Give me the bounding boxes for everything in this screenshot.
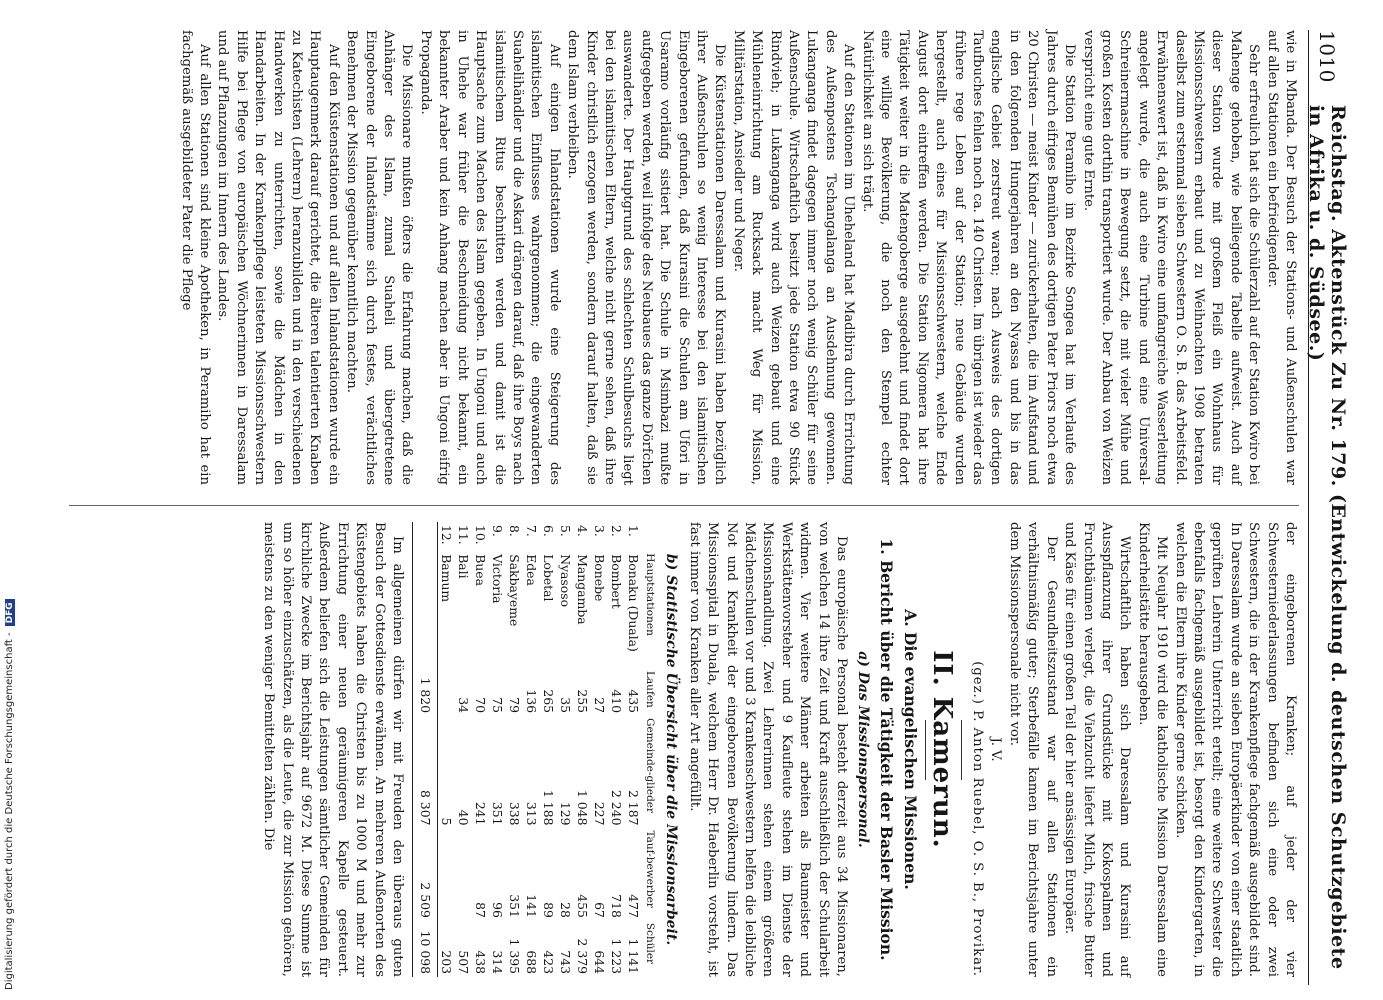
column-divider bbox=[69, 505, 1299, 506]
table-rule bbox=[412, 522, 413, 977]
table-cell-no: 12. bbox=[439, 525, 454, 545]
table-row bbox=[455, 522, 472, 977]
table-cell-laufen: 265 bbox=[541, 689, 556, 714]
table-cell-glieder: 5 bbox=[439, 817, 454, 826]
table-cell-laufen: 410 bbox=[609, 689, 624, 714]
table-header bbox=[642, 522, 658, 551]
table-row bbox=[574, 522, 591, 977]
paragraph: Die Missionare mußten öfters die Erfahrung machen, daß die Anhänger des Islam, zumal Suaheli und übergetretene Eingeborene der Inlandstämme sich durch festes, verächtliches Benehmen der Mission gegenüber kenntlich machten. bbox=[344, 30, 415, 485]
table-cell-station: Buea bbox=[473, 554, 488, 587]
table-cell-no: 5. bbox=[558, 525, 573, 537]
table-cell-schueler: 644 bbox=[592, 950, 607, 974]
table-cell-bewerber bbox=[455, 828, 472, 920]
section-title: II. Kamerun. bbox=[926, 650, 957, 849]
table-cell-station: Bombert bbox=[609, 554, 624, 609]
paragraph: Die Küstenstationen Daressalam und Kurasini haben bezüglich ihrer Außenschulen so wenig Interesse bei den islamitischen Eingeborenen gefunden, daß Kurasini die Schulen am Ufori in Usaramo vorläufig sistiert hat. Die Schule in Msimbazi mußte aufgegeben werden, weil infolge des Neubaues das ganze Dörfchen auswanderte. Der Hauptgrund des schlechten Schulbesuchs liegt bei den islamitischen Eltern, welche nicht gerne sehen, daß ihre Kinder christlich erzogen werden, sondern darauf halten, daß sie dem Islam verbleiben. bbox=[565, 30, 728, 485]
subsection-heading: A. Die evangelischen Missionen. bbox=[901, 609, 921, 890]
paragraph: Der Gesundheitszustand war auf allen Stationen ein verhältnismäßig guter; Sterbefälle kamen im Berichtsjahre unter dem Missionspersonale nicht vor. bbox=[1006, 522, 1059, 977]
table-total-schueler: 10 098 bbox=[417, 921, 438, 977]
table-row bbox=[506, 522, 523, 977]
table-cell-glieder: 1 048 bbox=[575, 789, 590, 826]
statistics-table bbox=[417, 522, 658, 977]
paragraph: Wirtschaftlich haben sich Daressalam und Kurasini auf Ausspflanzung ihrer Grundstücke mit Kokospalmen und Fruchtbäumen verlegt, die Viehzucht liefert Milch, frische Butter und Käse für einen großen Teil der hier ansässigen Europäer. bbox=[1062, 522, 1133, 977]
table-cell-laufen: 35 bbox=[558, 697, 573, 714]
table-cell-glieder: 227 bbox=[592, 801, 607, 826]
signature: (gez.) P. Anton Ruebel, O. S. B., Provikar. bbox=[970, 661, 986, 977]
section-rule bbox=[961, 720, 962, 780]
table-cell-station: Sakbayeme bbox=[507, 554, 522, 627]
table-cell-bewerber: 96 bbox=[490, 902, 505, 918]
table-cell-station: Edea bbox=[524, 554, 539, 586]
table-row bbox=[540, 522, 557, 977]
table-header-row bbox=[642, 522, 658, 977]
table-cell-schueler: 203 bbox=[439, 950, 454, 974]
table-cell-laufen: 75 bbox=[490, 697, 505, 714]
table-cell-glieder: 129 bbox=[558, 801, 573, 826]
table-row bbox=[591, 522, 608, 977]
table-cell-empty bbox=[417, 551, 438, 669]
right-column bbox=[69, 522, 1299, 977]
table-cell-bewerber: 477 bbox=[626, 894, 641, 918]
paragraph: wie in Mbanda. Der Besuch der Stations- und Außenschulen war auf allen Stationen ein befriedigender. bbox=[1264, 30, 1298, 485]
subsection-heading: b) Statistische Übersicht über die Missionsarbeit. bbox=[663, 553, 680, 946]
table-cell-laufen: 255 bbox=[575, 689, 590, 714]
paragraph: Auf einigen Inlandstationen wurde eine Steigerung des islamitischen Einflusses wahrgenommen; die eingewanderten Suahelihändler und die Askari drängen darauf, daß ihre Boys nach islamitischem Ritus beschnitten werden und damit ist die Hauptsache zum Machen des Islam gegeben. In Ungoni und auch in Uhehe war früher die Beschneidung nicht bekannt, ein bekannter Araber und kein Anhang machen aber in Ungoni eifrig Propaganda. bbox=[417, 30, 562, 485]
table-cell-laufen bbox=[438, 669, 456, 716]
running-title: Reichstag. Aktenstück Zu Nr. 179. (Entwickelung d. deutschen Schutzgebiete in Afrika u. d. Südsee.) bbox=[1305, 104, 1349, 970]
table-cell-bewerber: 141 bbox=[524, 894, 539, 918]
table-cell-schueler: 314 bbox=[490, 950, 505, 974]
table-cell-station: Bonaku (Duala) bbox=[626, 554, 641, 652]
table-cell-schueler: 743 bbox=[558, 950, 573, 974]
paragraph: Mit Neujahr 1910 wird die katholische Mission Daressalam eine Kinderheilstätte herausgeben. bbox=[1135, 522, 1170, 977]
table-cell-bewerber: 28 bbox=[558, 902, 573, 918]
table-cell-laufen: 136 bbox=[524, 689, 539, 714]
table-cell-glieder: 351 bbox=[490, 801, 505, 826]
left-column bbox=[69, 30, 1299, 485]
table-cell-schueler: 1 141 bbox=[626, 938, 641, 974]
table-cell-schueler: 438 bbox=[473, 950, 488, 974]
page-header bbox=[1305, 30, 1349, 985]
table-cell-no: 9. bbox=[490, 525, 505, 537]
table-cell-station: Mangamba bbox=[575, 554, 590, 625]
table-cell-laufen: 435 bbox=[626, 689, 641, 714]
table-cell-schueler: 1 395 bbox=[507, 938, 522, 974]
paragraph: Auf den Stationen im Uheheland hat Madibira durch Errichtung des Außenpostens Tschangalanga an Ausdehnung gewonnen. Lukanganga findet dagegen immer noch wenig Schüler für seine Außenschule. Wirtschaftlich besitzt jede Station etwa 90 Stück Rindvieh; in Lukanganga wird auch Weizen gebaut und eine Mühleneinrichtung am Rucksack macht Weg für Mission, Militärstation, Ansiedler und Neger. bbox=[730, 30, 857, 485]
table-cell-schueler: 2 379 bbox=[575, 938, 590, 974]
table-cell-station: Bonebe bbox=[592, 554, 607, 602]
table-cell-glieder: 241 bbox=[473, 801, 488, 826]
table-row bbox=[608, 522, 625, 977]
table-cell-glieder: 2 240 bbox=[609, 789, 624, 826]
table-cell-bewerber: 455 bbox=[575, 894, 590, 918]
table-cell-empty bbox=[417, 522, 438, 551]
table-cell-glieder: 2 187 bbox=[626, 789, 641, 826]
subsection-heading: 1. Bericht über die Tätigkeit der Basler Mission. bbox=[876, 538, 896, 961]
paragraph: Auf allen Stationen sind kleine Apotheken, in Peramiho hat ein fachgemäß ausgebildeter Pater die Pflege bbox=[178, 30, 213, 485]
table-cell-glieder: 1 188 bbox=[541, 789, 556, 826]
subsection-heading: a) Das Missionspersonal. bbox=[855, 651, 872, 848]
table-cell-glieder: 313 bbox=[524, 801, 539, 826]
table-header: Tauf-bewerber bbox=[644, 830, 656, 908]
table-total-glieder: 8 307 bbox=[417, 716, 438, 828]
table-header: Schüler bbox=[644, 922, 656, 965]
table-total-bewerber: 2 509 bbox=[417, 828, 438, 920]
table-cell-no: 8. bbox=[507, 525, 522, 537]
table-cell-laufen: 70 bbox=[473, 697, 488, 714]
table-cell-no: 7. bbox=[524, 525, 539, 537]
table-cell-no: 11. bbox=[456, 525, 471, 545]
table-cell-station: Lobetal bbox=[541, 554, 556, 602]
table-cell-no: 4. bbox=[575, 525, 590, 537]
table-row bbox=[472, 522, 489, 977]
table-total-row bbox=[417, 522, 438, 977]
table-cell-schueler: 688 bbox=[524, 950, 539, 974]
table-cell-schueler: 1 223 bbox=[609, 938, 624, 974]
table-cell-bewerber: 718 bbox=[609, 894, 624, 918]
table-header: Hauptstationen bbox=[644, 553, 656, 636]
table-header: Gemeinde-glieder bbox=[644, 718, 656, 814]
digitization-credit bbox=[4, 599, 15, 990]
digitization-credit-bar bbox=[0, 0, 22, 1000]
paragraph: Die Station Peramiho im Bezirke Songea hat im Verlaufe des Jahres durch eifriges Bemühen des dortigen Pater Priors noch etwa 20 Christen — meist Kinder — zurückerhalten, die im Aufstand und in den folgenden Hungerjahren an den Nyassa und bis in das englische Gebiet zerstreut waren; nach Ausweis des dortigen Taufbuches fehlen noch ca. 140 Christen. Im übrigen ist wieder das frühere rege Leben auf der Station; neue Gebäude wurden hergestellt, auch eines für Missionsschwestern, welche Ende August dort eintreffen werden. Die Station Nigomera hat ihre Tätigkeit weiter in die Matengoberge ausgedehnt und findet dort eine willige Bevölkerung, die noch den Stempel echter Natürlichkeit an sich trägt. bbox=[859, 30, 1078, 485]
table-cell-no: 2. bbox=[609, 525, 624, 537]
table-cell-bewerber: 351 bbox=[507, 894, 522, 918]
dfg-logo: DFG bbox=[5, 599, 15, 626]
paragraph: Auf den Küstenstationen und auf allen Inlandstationen wurde ein Hauptaugenmerk darauf gerichtet, die älteren talentierten Knaben zu Katechisten (Lehrern) heranzubilden und in den verschiedenen Handwerken zu unterrichten, sowie die Mädchen in den Handarbeiten. In der Krankenpflege leisteten Missionsschwestern Hilfe bei Pflege von europäischen Wöchnerinnen in Daressalam und auf Pflanzungen im Innern des Landes. bbox=[215, 30, 341, 485]
table-cell-bewerber: 87 bbox=[473, 902, 488, 918]
table-cell-schueler: 423 bbox=[541, 950, 556, 974]
paragraph: Das europäische Personal besteht derzeit aus 34 Missionaren, von welchen 14 ihre Zeit und Kraft ausschließlich der Schularbeit widmen. Vier weitere Männer arbeiten als Baumeister und Werkstättenvorsteher und 9 Kaufleute stehen im Dienste der Missionshandlung. Zwei Lehrerinnen stehen einem größeren Mädchenschulen vor und 3 Krankenschwestern helfen die leibliche Not und Krankheit der eingeborenen Bevölkerung lindern. Das Missionsspital in Duala, welchem Herr Dr. Haeberlin vorsteht, ist fast immer von Kranken aller Art angefüllt. bbox=[686, 522, 850, 977]
table-cell-bewerber: 89 bbox=[541, 902, 556, 918]
table-body bbox=[417, 522, 642, 977]
table-cell-glieder: 40 bbox=[456, 809, 471, 826]
table-cell-laufen: 79 bbox=[507, 697, 522, 714]
table-cell-station: Bali bbox=[456, 554, 471, 579]
paragraph: der eingeborenen Kranken; auf jeder der vier Schwesterniederlassungen befinden sich eine oder zwei Schwestern, die in der Krankenpflege fachgemäß ausgebildet sind. In Daressalam wurde an sieben Europäerkinder von einer staatlich geprüften Lehrerin Unterricht erteilt; eine weitere Schwester die ebenfalls fachgemäß ausgebildet ist, besorgt den Kindergarten, in welchen die Eltern ihre Kinder gerne schicken. bbox=[1172, 522, 1298, 977]
table-cell-glieder: 338 bbox=[507, 801, 522, 826]
table-header: Laufen bbox=[644, 670, 656, 708]
table-cell-no: 1. bbox=[626, 525, 641, 537]
credit-text: Digitalisierung gefördert durch die Deutsche Forschungsgemeinschaft - bbox=[4, 632, 15, 990]
table-cell-laufen: 34 bbox=[456, 697, 471, 714]
table-cell-laufen: 27 bbox=[592, 697, 607, 714]
table-cell-station: Nyasoso bbox=[558, 554, 573, 608]
table-cell-bewerber: 67 bbox=[592, 902, 607, 918]
paragraph: Im allgemeinen dürfen wir mit Freuden den überaus guten Besuch der Gottesdienste erwähnen. An mehreren Außenorten des Küstengebiets haben die Christen bis zu 1000 M und mehr zur Errichtung einer neuen geräumigeren Kapelle gesteuert. Außerdem beliefen sich die Leistungen sämtlicher Gemeinden für kirchliche Zwecke im Berichtsjahr auf 9672 M. Diese Summe ist um so höher einzuschätzen, als die Leute, die zur Mission gehören, meistens zu den weniger Bemittelten zählen. Die bbox=[261, 522, 405, 977]
table-cell-no: 3. bbox=[592, 525, 607, 537]
page-number: 1010 bbox=[1315, 30, 1339, 83]
table-row bbox=[523, 522, 540, 977]
table-cell-schueler: 507 bbox=[456, 950, 471, 974]
table-cell-no: 6. bbox=[541, 525, 556, 537]
table-row bbox=[489, 522, 506, 977]
table-total-laufen: 1 820 bbox=[417, 669, 438, 716]
scanned-page bbox=[55, 30, 1349, 985]
salutation: J. V. bbox=[988, 737, 1004, 762]
table-row bbox=[557, 522, 574, 977]
table-row bbox=[625, 522, 642, 977]
table-row bbox=[438, 522, 456, 977]
paragraph: Sehr erfreulich hat sich die Schülerzahl auf der Station Kwiro bei Mahenge gehoben, wie beiliegende Tabelle aufweist. Auch auf dieser Station wurde mit großem Fleiß ein Wohnhaus für Missionsschwestern erbaut und zu Weihnachten 1908 betraten daselbst zum erstenmal sieben Schwestern O. S. B. das Arbeitsfeld. Erwähnenswert ist, daß in Kwiro eine umfangreiche Wasserleitung angelegt wurde, die auch eine Turbine und eine Universal-Schreinermaschine in Bewegung setzt, die mit vieler Mühe und großen Kosten dorthin transportiert wurde. Der Anbau von Weizen verspricht eine gute Ernte. bbox=[1080, 30, 1262, 485]
table-cell-no: 10. bbox=[473, 525, 488, 545]
table-cell-station: Bamum bbox=[439, 554, 454, 603]
table-cell-bewerber bbox=[438, 828, 456, 920]
table-cell-station: Victoria bbox=[490, 554, 505, 604]
